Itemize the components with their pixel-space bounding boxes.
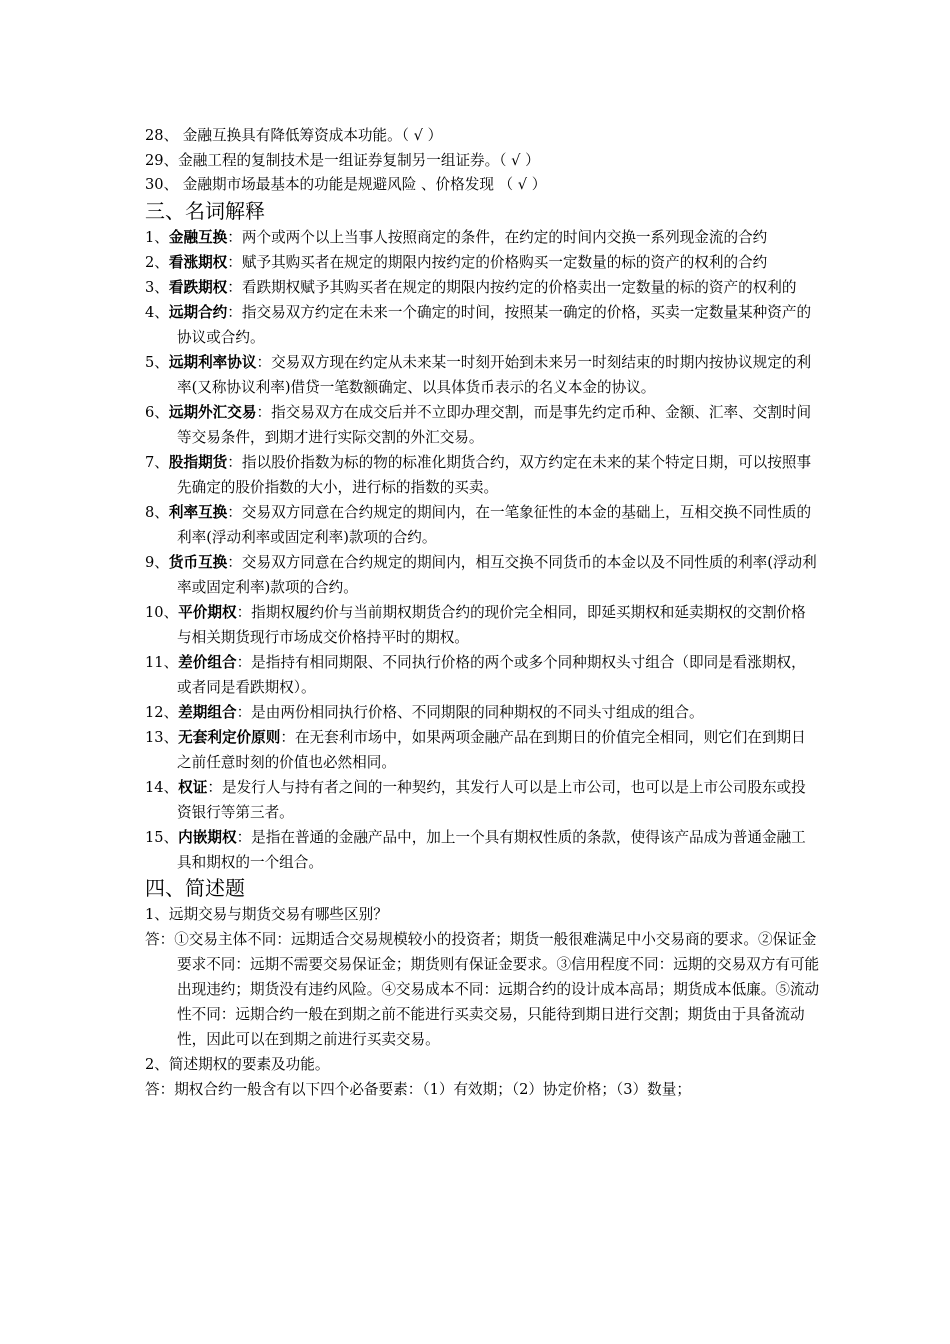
true-false-list [145, 124, 820, 198]
term-item: 5、远期利率协议：交易双方现在约定从未来某一时刻开始到未来另一时刻结束的时期内按协议规定的利率(又称协议利率)借贷一笔数额确定、以具体货币表示的名义本金的协议。 [145, 353, 812, 396]
term-item: 13、无套利定价原则：在无套利市场中，如果两项金融产品在到期日的价值完全相同，则它们在到期日之前任意时刻的价值也必然相同。 [145, 728, 806, 771]
term-item: 12、差期组合：是由两份相同执行价格、不同期限的同种期权的不同头寸组成的组合。 [145, 703, 704, 721]
term-item: 11、差价组合：是指持有相同期限、不同执行价格的两个或多个同种期权头寸组合（即同是看涨期权，或者同是看跌期权）。 [145, 653, 806, 696]
term-item: 1、金融互换：两个或两个以上当事人按照商定的条件，在约定的时间内交换一系列现金流的合约 [145, 228, 768, 246]
term-item: 6、远期外汇交易：指交易双方在成交后并不立即办理交割，而是事先约定币种、金额、汇率、交割时间等交易条件，到期才进行实际交割的外汇交易。 [145, 403, 812, 446]
tf-item: 29、金融工程的复制技术是一组证券复制另一组证券。（ √ ） [145, 151, 540, 169]
term-item: 14、权证：是发行人与持有者之间的一种契约，其发行人可以是上市公司，也可以是上市公司股东或投资银行等第三者。 [145, 778, 806, 821]
term-item: 2、看涨期权：赋予其购买者在规定的期限内按约定的价格购买一定数量的标的资产的权利的合约 [145, 253, 768, 271]
section-heading-terms: 三、名词解释 [145, 198, 265, 223]
term-item: 3、看跌期权：看跌期权赋予其购买者在规定的期限内按约定的价格卖出一定数量的标的资产的权利的 [145, 278, 797, 296]
term-item: 9、货币互换：交易双方同意在合约规定的期间内，相互交换不同货币的本金以及不同性质的利率(浮动利率或固定利率)款项的合约。 [145, 553, 817, 596]
term-item: 7、股指期货：指以股价指数为标的物的标准化期货合约，双方约定在未来的某个特定日期，可以按照事先确定的股价指数的大小，进行标的指数的买卖。 [145, 453, 812, 496]
answer: 答：①交易主体不同：远期适合交易规模较小的投资者；期货一般很难满足中小交易商的要求。②保证金要求不同：远期不需要交易保证金；期货则有保证金要求。③信用程度不同：远期的交易双方有可能出现违约；期货没有违约风险。④交易成本不同：远期合约的设计成本高昂；期货成本低廉。⑤流动性不同：远期合约一般在到期之前不能进行买卖交易，只能待到期日进行交割；期货由于具备流动性，因此可以在到期之前进行买卖交易。 [145, 930, 820, 1048]
term-item: 15、内嵌期权：是指在普通的金融产品中，加上一个具有期权性质的条款，使得该产品成为普通金融工具和期权的一个组合。 [145, 828, 806, 871]
term-item: 10、平价期权：指期权履约价与当前期权期货合约的现价完全相同，即延买期权和延卖期权的交割价格与相关期货现行市场成交价格持平时的期权。 [145, 603, 806, 646]
section-heading-questions: 四、简述题 [145, 875, 245, 900]
tf-item: 30、 金融期市场最基本的功能是规避风险 、价格发现 （ √ ） [145, 176, 547, 193]
term-item: 4、远期合约：指交易双方约定在未来一个确定的时间，按照某一确定的价格，买卖一定数量某种资产的协议或合约。 [145, 303, 812, 346]
question: 2、简述期权的要素及功能。 [145, 1055, 330, 1073]
tf-item: 28、 金融互换具有降低筹资成本功能。（ √ ） [145, 127, 443, 144]
questions-list [145, 902, 820, 1102]
document-page [145, 124, 820, 1102]
term-item: 8、利率互换：交易双方同意在合约规定的期间内，在一笔象征性的本金的基础上，互相交换不同性质的利率(浮动利率或固定利率)款项的合约。 [145, 503, 812, 546]
terms-list [145, 225, 820, 875]
answer: 答：期权合约一般含有以下四个必备要素：（1）有效期；（2）协定价格；（3）数量； [145, 1080, 691, 1098]
question: 1、远期交易与期货交易有哪些区别？ [145, 905, 388, 923]
